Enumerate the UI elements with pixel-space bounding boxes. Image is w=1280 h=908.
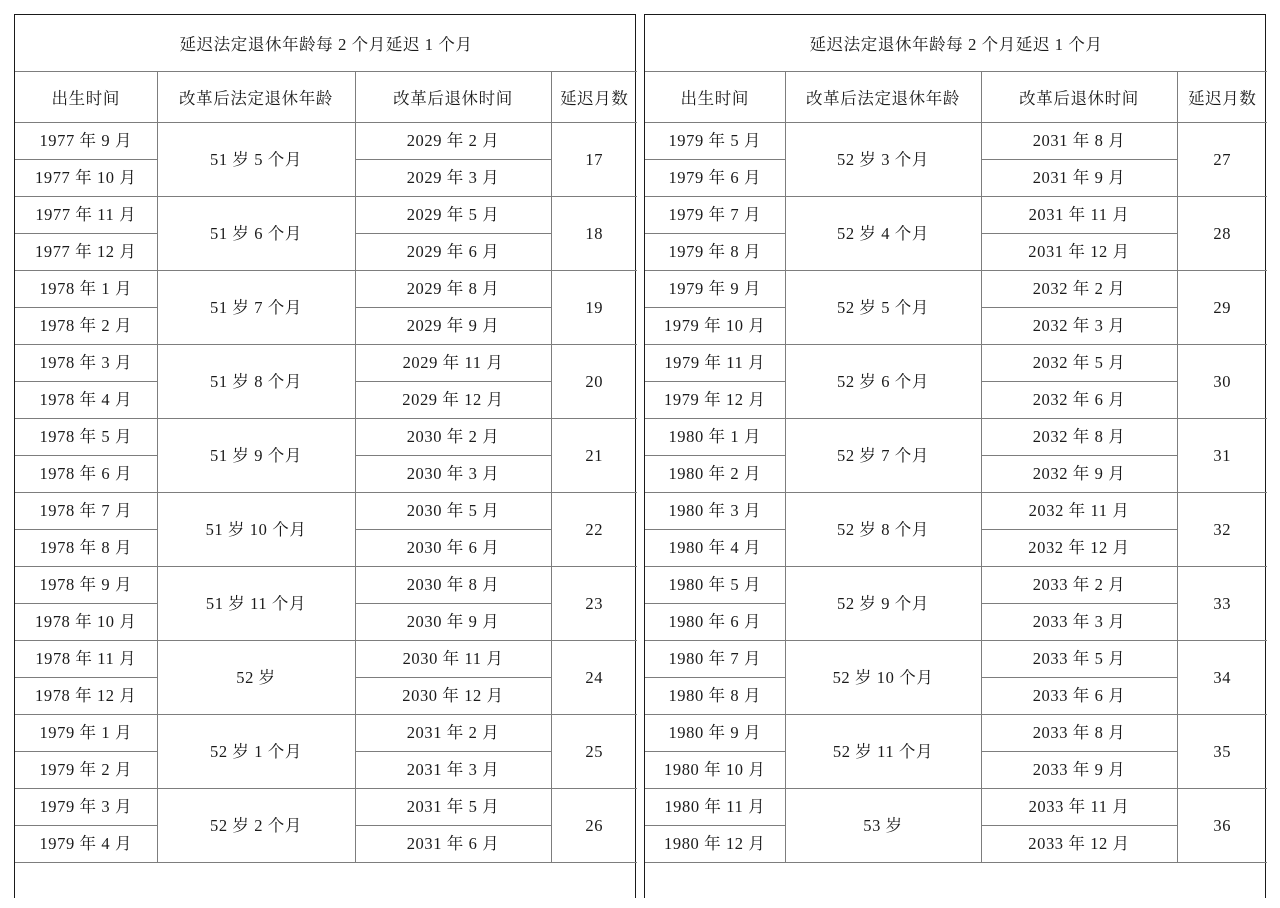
cell-retirement-date: 2029 年 9 月 — [355, 308, 551, 345]
cell-retirement-date: 2029 年 12 月 — [355, 382, 551, 419]
cell-retirement-date: 2032 年 2 月 — [981, 271, 1177, 308]
cell-retirement-date: 2030 年 6 月 — [355, 530, 551, 567]
table-row — [15, 123, 637, 160]
cell-delay-months: 33 — [1177, 567, 1267, 641]
table-row — [15, 345, 637, 382]
table-row — [645, 345, 1267, 382]
cell-retirement-age: 52 岁 9 个月 — [785, 567, 981, 641]
cell-retirement-age: 52 岁 10 个月 — [785, 641, 981, 715]
table-title-row — [645, 15, 1267, 72]
cell-birth-date: 1979 年 9 月 — [645, 271, 785, 308]
cell-delay-months: 21 — [551, 419, 637, 493]
cell-retirement-age: 52 岁 7 个月 — [785, 419, 981, 493]
cell-retirement-date: 2029 年 6 月 — [355, 234, 551, 271]
cell-birth-date: 1980 年 11 月 — [645, 789, 785, 826]
cell-retirement-date: 2030 年 8 月 — [355, 567, 551, 604]
column-header-retire: 改革后退休时间 — [355, 72, 551, 123]
table-row — [15, 493, 637, 530]
table-row — [645, 641, 1267, 678]
cell-retirement-date: 2029 年 11 月 — [355, 345, 551, 382]
cell-birth-date: 1980 年 6 月 — [645, 604, 785, 641]
cell-delay-months: 24 — [551, 641, 637, 715]
cell-retirement-date: 2032 年 5 月 — [981, 345, 1177, 382]
cell-retirement-age: 53 岁 — [785, 789, 981, 863]
column-header-age: 改革后法定退休年龄 — [157, 72, 355, 123]
cell-birth-date: 1980 年 10 月 — [645, 752, 785, 789]
table-row — [645, 271, 1267, 308]
column-header-months: 延迟月数 — [1177, 72, 1267, 123]
cell-delay-months: 18 — [551, 197, 637, 271]
cell-birth-date: 1977 年 10 月 — [15, 160, 157, 197]
cell-delay-months: 17 — [551, 123, 637, 197]
cell-birth-date: 1979 年 12 月 — [645, 382, 785, 419]
cell-delay-months: 35 — [1177, 715, 1267, 789]
cell-birth-date: 1980 年 4 月 — [645, 530, 785, 567]
cell-birth-date: 1978 年 4 月 — [15, 382, 157, 419]
cell-retirement-age: 52 岁 6 个月 — [785, 345, 981, 419]
cell-retirement-age: 52 岁 5 个月 — [785, 271, 981, 345]
table-row — [15, 271, 637, 308]
cell-retirement-date: 2032 年 12 月 — [981, 530, 1177, 567]
cell-retirement-date: 2033 年 2 月 — [981, 567, 1177, 604]
table-row — [645, 493, 1267, 530]
cell-birth-date: 1978 年 9 月 — [15, 567, 157, 604]
cell-retirement-date: 2029 年 8 月 — [355, 271, 551, 308]
table-header-row — [645, 72, 1267, 123]
table-row — [15, 641, 637, 678]
table-row — [15, 197, 637, 234]
cell-retirement-age: 52 岁 1 个月 — [157, 715, 355, 789]
cell-birth-date: 1977 年 9 月 — [15, 123, 157, 160]
cell-delay-months: 27 — [1177, 123, 1267, 197]
cell-retirement-date: 2033 年 11 月 — [981, 789, 1177, 826]
schedule-panel-left — [14, 14, 636, 898]
cell-retirement-age: 52 岁 4 个月 — [785, 197, 981, 271]
cell-retirement-age: 52 岁 8 个月 — [785, 493, 981, 567]
cell-delay-months: 34 — [1177, 641, 1267, 715]
cell-retirement-date: 2031 年 2 月 — [355, 715, 551, 752]
table-row — [15, 419, 637, 456]
table-row — [15, 715, 637, 752]
cell-birth-date: 1980 年 9 月 — [645, 715, 785, 752]
cell-delay-months: 30 — [1177, 345, 1267, 419]
cell-birth-date: 1979 年 3 月 — [15, 789, 157, 826]
cell-retirement-age: 51 岁 5 个月 — [157, 123, 355, 197]
cell-retirement-date: 2031 年 8 月 — [981, 123, 1177, 160]
cell-birth-date: 1978 年 11 月 — [15, 641, 157, 678]
cell-birth-date: 1978 年 2 月 — [15, 308, 157, 345]
cell-retirement-age: 52 岁 11 个月 — [785, 715, 981, 789]
table-row — [645, 419, 1267, 456]
column-header-retire: 改革后退休时间 — [981, 72, 1177, 123]
cell-birth-date: 1980 年 12 月 — [645, 826, 785, 863]
table-row — [15, 567, 637, 604]
cell-retirement-date: 2033 年 12 月 — [981, 826, 1177, 863]
cell-delay-months: 23 — [551, 567, 637, 641]
cell-delay-months: 36 — [1177, 789, 1267, 863]
cell-birth-date: 1978 年 8 月 — [15, 530, 157, 567]
table-row — [645, 197, 1267, 234]
retirement-table-right — [645, 15, 1267, 863]
table-body-left — [15, 15, 637, 863]
cell-retirement-date: 2033 年 3 月 — [981, 604, 1177, 641]
cell-delay-months: 19 — [551, 271, 637, 345]
cell-retirement-date: 2032 年 8 月 — [981, 419, 1177, 456]
cell-retirement-date: 2032 年 3 月 — [981, 308, 1177, 345]
cell-birth-date: 1978 年 3 月 — [15, 345, 157, 382]
table-row — [15, 789, 637, 826]
cell-retirement-date: 2030 年 2 月 — [355, 419, 551, 456]
table-title: 延迟法定退休年龄每 2 个月延迟 1 个月 — [645, 15, 1267, 72]
cell-retirement-date: 2031 年 11 月 — [981, 197, 1177, 234]
column-header-birth: 出生时间 — [15, 72, 157, 123]
cell-birth-date: 1980 年 1 月 — [645, 419, 785, 456]
cell-retirement-date: 2032 年 11 月 — [981, 493, 1177, 530]
cell-retirement-date: 2032 年 9 月 — [981, 456, 1177, 493]
table-row — [645, 567, 1267, 604]
cell-birth-date: 1977 年 11 月 — [15, 197, 157, 234]
table-row — [645, 715, 1267, 752]
cell-retirement-date: 2030 年 12 月 — [355, 678, 551, 715]
cell-retirement-age: 51 岁 8 个月 — [157, 345, 355, 419]
cell-retirement-date: 2031 年 3 月 — [355, 752, 551, 789]
cell-birth-date: 1978 年 1 月 — [15, 271, 157, 308]
cell-retirement-date: 2033 年 8 月 — [981, 715, 1177, 752]
cell-retirement-date: 2030 年 3 月 — [355, 456, 551, 493]
cell-delay-months: 22 — [551, 493, 637, 567]
table-row — [645, 123, 1267, 160]
cell-retirement-date: 2031 年 12 月 — [981, 234, 1177, 271]
cell-retirement-age: 51 岁 9 个月 — [157, 419, 355, 493]
cell-delay-months: 20 — [551, 345, 637, 419]
cell-birth-date: 1979 年 5 月 — [645, 123, 785, 160]
cell-retirement-date: 2032 年 6 月 — [981, 382, 1177, 419]
schedule-panel-right — [644, 14, 1266, 898]
cell-retirement-date: 2031 年 6 月 — [355, 826, 551, 863]
table-header-row — [15, 72, 637, 123]
table-body-right — [645, 15, 1267, 863]
column-header-months: 延迟月数 — [551, 72, 637, 123]
cell-retirement-age: 51 岁 11 个月 — [157, 567, 355, 641]
cell-birth-date: 1978 年 5 月 — [15, 419, 157, 456]
cell-birth-date: 1980 年 2 月 — [645, 456, 785, 493]
cell-retirement-date: 2033 年 5 月 — [981, 641, 1177, 678]
cell-birth-date: 1979 年 10 月 — [645, 308, 785, 345]
cell-retirement-date: 2029 年 2 月 — [355, 123, 551, 160]
retirement-table-left — [15, 15, 637, 863]
cell-delay-months: 26 — [551, 789, 637, 863]
cell-retirement-date: 2031 年 5 月 — [355, 789, 551, 826]
cell-birth-date: 1978 年 10 月 — [15, 604, 157, 641]
cell-birth-date: 1980 年 5 月 — [645, 567, 785, 604]
cell-birth-date: 1979 年 6 月 — [645, 160, 785, 197]
cell-retirement-date: 2031 年 9 月 — [981, 160, 1177, 197]
cell-retirement-date: 2030 年 5 月 — [355, 493, 551, 530]
cell-birth-date: 1979 年 11 月 — [645, 345, 785, 382]
cell-retirement-date: 2029 年 3 月 — [355, 160, 551, 197]
cell-retirement-age: 52 岁 3 个月 — [785, 123, 981, 197]
cell-birth-date: 1979 年 2 月 — [15, 752, 157, 789]
cell-birth-date: 1977 年 12 月 — [15, 234, 157, 271]
cell-delay-months: 31 — [1177, 419, 1267, 493]
column-header-birth: 出生时间 — [645, 72, 785, 123]
cell-birth-date: 1980 年 8 月 — [645, 678, 785, 715]
cell-delay-months: 32 — [1177, 493, 1267, 567]
cell-retirement-age: 51 岁 10 个月 — [157, 493, 355, 567]
cell-retirement-age: 52 岁 — [157, 641, 355, 715]
cell-birth-date: 1979 年 7 月 — [645, 197, 785, 234]
table-row — [645, 789, 1267, 826]
cell-birth-date: 1978 年 12 月 — [15, 678, 157, 715]
cell-retirement-date: 2033 年 9 月 — [981, 752, 1177, 789]
table-title: 延迟法定退休年龄每 2 个月延迟 1 个月 — [15, 15, 637, 72]
table-title-row — [15, 15, 637, 72]
cell-retirement-date: 2033 年 6 月 — [981, 678, 1177, 715]
cell-birth-date: 1978 年 7 月 — [15, 493, 157, 530]
cell-delay-months: 28 — [1177, 197, 1267, 271]
cell-retirement-age: 51 岁 7 个月 — [157, 271, 355, 345]
cell-birth-date: 1979 年 1 月 — [15, 715, 157, 752]
cell-birth-date: 1980 年 3 月 — [645, 493, 785, 530]
cell-retirement-date: 2030 年 11 月 — [355, 641, 551, 678]
cell-birth-date: 1979 年 8 月 — [645, 234, 785, 271]
cell-birth-date: 1980 年 7 月 — [645, 641, 785, 678]
cell-retirement-date: 2029 年 5 月 — [355, 197, 551, 234]
cell-delay-months: 25 — [551, 715, 637, 789]
cell-retirement-date: 2030 年 9 月 — [355, 604, 551, 641]
cell-birth-date: 1979 年 4 月 — [15, 826, 157, 863]
cell-delay-months: 29 — [1177, 271, 1267, 345]
column-header-age: 改革后法定退休年龄 — [785, 72, 981, 123]
cell-birth-date: 1978 年 6 月 — [15, 456, 157, 493]
cell-retirement-age: 51 岁 6 个月 — [157, 197, 355, 271]
cell-retirement-age: 52 岁 2 个月 — [157, 789, 355, 863]
